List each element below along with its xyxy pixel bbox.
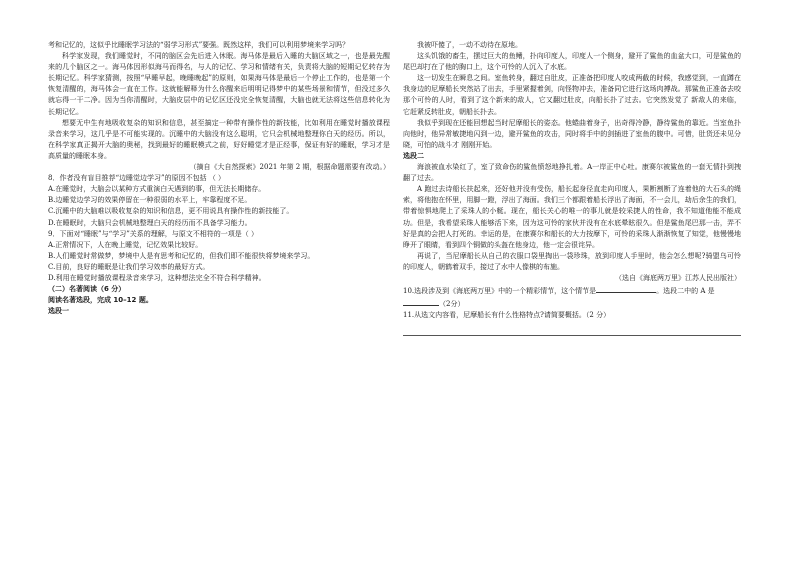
paragraph: 我似乎到现在还能回想起当时尼摩船长的姿态。他蜷曲着身子，出奇得冷静，静待鲨鱼的靠近。当室鱼扑向他时，他异常敏捷地闪到一边，避开鲨鱼的攻击，同时将手中的剑插进了室鱼的腹中。可惜，肚货还未见分晓，可怕的战斗才 刚刚开始。 xyxy=(403,118,741,149)
selection-label: 选段一 xyxy=(48,307,69,316)
option: A.在睡觉时，大脑会以某种方式重演白天遇到的事，但无法长期储存。 xyxy=(48,185,266,194)
source-citation: （选自《海底两万里》江苏人民出版社） xyxy=(615,273,741,282)
answer-blank[interactable] xyxy=(403,297,439,306)
option: D.利用在睡觉时播放课程录音来学习，这种想法完全不符合科学精神。 xyxy=(48,273,266,282)
question-10-tail: 。选段二中的 A 是 xyxy=(656,287,715,296)
paragraph: 我被吓傻了，一动不动待在原地。 xyxy=(417,41,522,49)
paragraph: 这头饥饿的畜生，摆过巨大的鱼鳍，扑向印度人，印度人一个侧身，避开了鲨鱼的血盆大口，可是鲨鱼的尾巴却打在了他的胸口上，这个可怜的人沉入了水底。 xyxy=(403,52,741,72)
option: B.人们睡觉时常做梦，梦境中人是有思考和记忆的，但我们即不能很快将梦境来学习。 xyxy=(48,251,315,260)
option: D.在睡眠时，大脑只会机械地整理白天的经历而不具备学习能力。 xyxy=(48,218,252,227)
option: C.目前，良好的睡眠是让我们学习效率的最好方式。 xyxy=(48,262,210,271)
question-10-score: （2分） xyxy=(439,300,465,309)
answer-line[interactable] xyxy=(403,323,741,336)
instructions: 阅读名著选段，完成 10–12 题。 xyxy=(48,296,153,305)
question-9: 9．下面对“睡眠”与“学习”关系的理解，与原文不相符的一项是（ ） xyxy=(48,229,258,238)
question-10 xyxy=(403,284,741,310)
option: B.边睡觉边学习的效果停留在一种很弱的水平上，牢靠程度不足。 xyxy=(48,196,252,205)
paragraph: 考和记忆的，这似乎比睡眠学习法的“弱学习形式”要强。既然这样，我们可以利用梦境来学习吗？ xyxy=(48,41,350,49)
question-8: 8．作者没有盲目推荐“边睡觉边学习”的原因不包括 （ ） xyxy=(48,174,226,183)
paragraph: 这一切发生在瞬息之间。室鱼转身，翻过自肚皮，正准备把印度人咬成两截的时候，我感觉到，一直蹲在我身边的尼摩船长突然站了出去，手里紧握着剑，向怪物冲去，准备同它进行这场肉搏战。那鲨鱼正准备去咬那个可怜的人时，看到了这个新来的敌人，它又翻过肚皮，向船长扑了过去。它突然发觉了 新敌人的来临，它赶紧反转肚皮，朝船长扑去。 xyxy=(403,74,741,116)
answer-blank[interactable] xyxy=(596,284,656,293)
paragraph: 再说了，当尼摩船长从自己的衣服口袋里掏出一袋珍珠，放到印度人手里时，他会怎么想呢?骑盟乌可怜的印度人，朝鹤着双手，接过了水中人像棋的布施。 xyxy=(403,251,741,271)
question-11: 11.从选文内容看，尼摩船长有什么性格特点?请简要概括。（2 分） xyxy=(403,311,611,320)
section-heading: （二）名著阅读（6 分） xyxy=(48,285,126,294)
paragraph: 想要无中生有地吸收复杂的知识和信息，甚至搞定一种带有操作性的新技能，比如利用在睡觉时播放课程录音来学习，这几乎是不可能实现的。沉睡中的大脑没有这么聪明，它只会机械地整理你白天的经历。所以，在科学家真正揭开大脑的奥秘，找到最好的睡眠模式之前，好好睡觉才是正经事，保证有好的睡眠，学习才是高质量的睡眠本身。 xyxy=(48,118,390,160)
source-citation: （摘自《大自然探索》2021 年第 2 期，根据命题需要有改动。） xyxy=(189,163,390,172)
option: A.正常情况下，人在晚上睡觉，记忆效果比较好。 xyxy=(48,240,203,249)
selection-label: 选段二 xyxy=(403,151,424,160)
paragraph: A 跑过去诗船长扶起来，还好他并没有受伤，船长起身径直走向印度人，果断割断了连着他的大石头的绳索，将他抱在怀里，用脚一蹬，浮出了海面。我们三个都跟着船长浮出了海面，不一会儿，劫后余生的我们，带着惊惧地爬上了采珠人的小艇。现在，船长关心的唯一的事儿就是较采捷人的性命，我不知道他能不能成功。但是，我希望采珠人能够活下来，因为这可怜的家伙并没有在水底晕眩很久。但是鲨鱼尾巴那一击，弄不好是真的会把人打死的。幸运的是，在康赛尔和船长的大力按摩下，可怜的采珠人渐渐恢复了知觉，他慢慢地睁开了眼睛，看到四个铜做的头盔在他身边，他一定会很诧异。 xyxy=(403,185,741,249)
option: C.沉睡中的大脑难以吸收复杂的知识和信息，更不用说具有操作性的新技能了。 xyxy=(48,207,294,216)
right-column xyxy=(403,40,741,336)
question-10-text: 10.选段涉及到《海底两万里》中的一个精彩情节，这个情节是 xyxy=(403,287,597,296)
paragraph: 科学家发现，我们睡觉时，不同的脑区会先后进入休眠。海马体是最后入睡的大脑区域之一，也是最先醒来的几个脑区之一。海马体因形似海马而得名，与人的记忆、学习和情绪有关，负责将大脑的短期记忆转存为长期记忆。科学家猜测，按照“早睡早起，晚睡晚起”的原则，如果海马体是最后一个停止工作的，也是第一个恢复清醒的，海马体会一直在工作。这就能解释为什么你醒来后明明记得梦中的某些场景和情节，但没过多久就忘得一干二净。因为当你清醒时，大脑皮层中的记忆区还没完全恢复清醒，大脑也就无法将这些信息转化为长期记忆。 xyxy=(48,52,390,116)
paragraph: 海浪被血水染红了，室了致命伤的鲨鱼愤怒地挣扎着。A一岸正中心吐。康赛尔被鲨鱼的一套无情扑到拽翻了过去。 xyxy=(403,163,741,183)
left-column xyxy=(48,40,390,317)
